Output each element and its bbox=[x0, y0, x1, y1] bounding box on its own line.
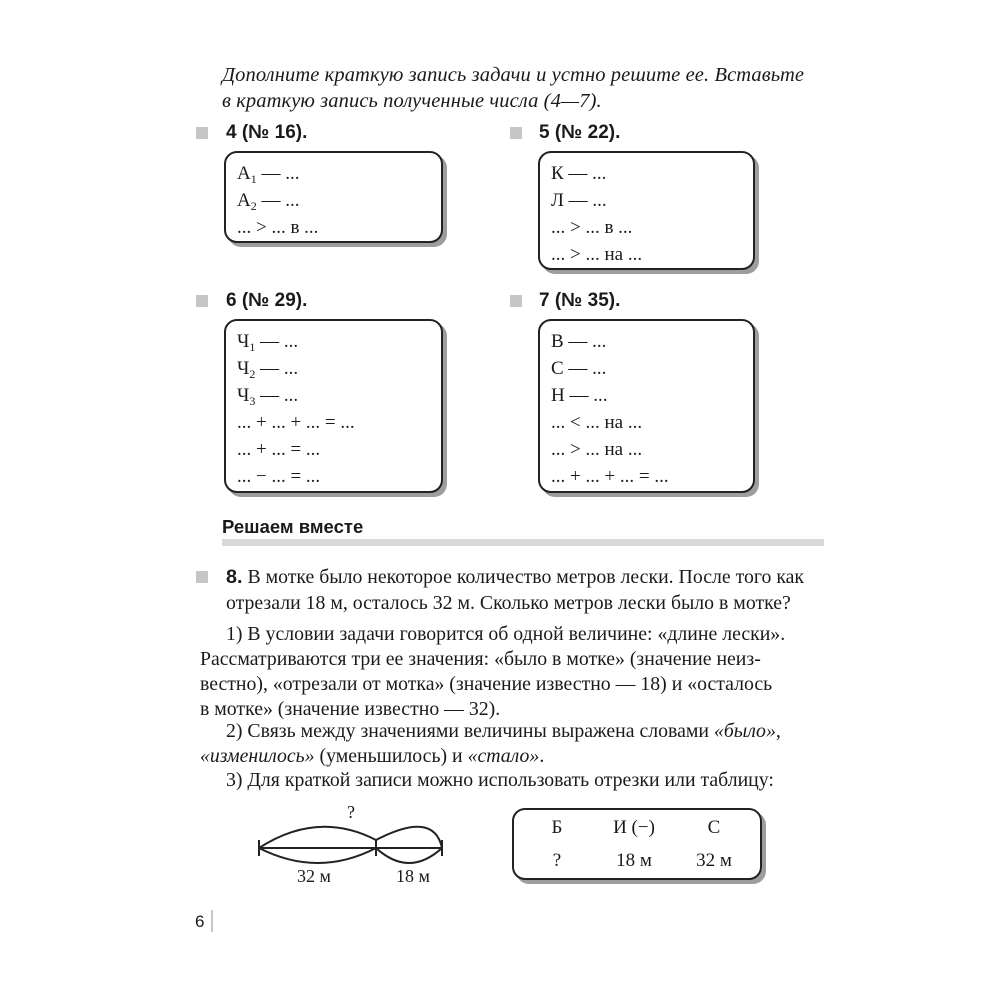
record-line: В — ... bbox=[551, 331, 607, 352]
paragraph-2-line-2: «изменилось» (уменьшилось) и «стало». bbox=[200, 745, 545, 767]
task-8-number: 8. bbox=[226, 566, 243, 588]
record-line: $А_2$ — ... bbox=[237, 190, 300, 213]
exercise-marker bbox=[196, 295, 208, 307]
total-arc bbox=[259, 827, 442, 848]
record-line: ... − ... = ... bbox=[237, 466, 321, 487]
record-table bbox=[512, 808, 762, 880]
exercise-4-title: 4 (№ 16). bbox=[226, 122, 308, 143]
left-brace bbox=[259, 848, 376, 863]
table-cell: 32 м bbox=[696, 850, 732, 871]
record-line: ... + ... = ... bbox=[237, 439, 321, 460]
table-cell: 18 м bbox=[616, 850, 652, 871]
exercise-marker bbox=[510, 295, 522, 307]
record-line: $А_1$ — ... bbox=[237, 163, 300, 186]
page-number: 6 bbox=[195, 912, 205, 931]
total-label: ? bbox=[347, 802, 355, 822]
section-title: Решаем вместе bbox=[222, 516, 364, 537]
record-line: С — ... bbox=[551, 358, 607, 379]
exercise-7-title: 7 (№ 35). bbox=[539, 290, 621, 311]
exercise-marker bbox=[196, 127, 208, 139]
record-line: Л — ... bbox=[551, 190, 607, 211]
task-8-line-1: 8. В мотке было некоторое количество метров лески. После того как bbox=[226, 566, 805, 588]
record-line: $Ч_2$ — ... bbox=[237, 358, 299, 381]
table-header: С bbox=[707, 817, 721, 838]
record-line: ... > ... в ... bbox=[551, 217, 633, 238]
section-divider bbox=[222, 539, 824, 546]
record-line: $Ч_1$ — ... bbox=[237, 331, 299, 354]
task-8-line-2: отрезали 18 м, осталось 32 м. Сколько метров лески было в мотке? bbox=[226, 592, 791, 614]
exercise-7-box bbox=[538, 319, 755, 493]
paragraph-1-line-1: 1) В условии задачи говорится об одной величине: «длине лески». bbox=[226, 623, 786, 645]
right-segment-label: 18 м bbox=[396, 866, 430, 886]
exercise-marker bbox=[196, 571, 208, 583]
record-line: ... > ... на ... bbox=[551, 439, 643, 460]
exercise-marker bbox=[510, 127, 522, 139]
instruction-line-1: Дополните краткую запись задачи и устно решите ее. Вставьте bbox=[222, 64, 805, 86]
left-segment-label: 32 м bbox=[297, 866, 331, 886]
record-line: ... > ... в ... bbox=[237, 217, 319, 238]
record-line: ... > ... на ... bbox=[551, 244, 643, 265]
exercise-6-title: 6 (№ 29). bbox=[226, 290, 308, 311]
page-number-bar bbox=[211, 910, 213, 932]
exercise-6-box bbox=[224, 319, 443, 493]
record-line: Н — ... bbox=[551, 385, 608, 406]
paragraph-2-line-1: 2) Связь между значениями величины выражена словами «было», bbox=[226, 720, 781, 742]
exercise-5-box bbox=[538, 151, 755, 270]
paragraph-1-line-2: Рассматриваются три ее значения: «было в мотке» (значение неиз- bbox=[200, 648, 761, 670]
record-line: ... + ... + ... = ... bbox=[551, 466, 669, 487]
instruction-text bbox=[222, 62, 842, 114]
paragraph-1-line-4: в мотке» (значение известно — 32). bbox=[200, 698, 501, 720]
paragraph-1-line-3: вестно), «отрезали от мотка» (значение известно — 18) и «осталось bbox=[200, 673, 773, 695]
table-cell: ? bbox=[552, 850, 562, 871]
exercise-5-title: 5 (№ 22). bbox=[539, 122, 621, 143]
instruction-line-2: в краткую запись полученные числа (4—7). bbox=[222, 90, 602, 112]
exercise-4-box bbox=[224, 151, 443, 243]
table-header: Б bbox=[551, 817, 563, 838]
record-line: К — ... bbox=[551, 163, 607, 184]
record-line: ... + ... + ... = ... bbox=[237, 412, 355, 433]
right-brace bbox=[376, 848, 442, 863]
table-header: И (−) bbox=[613, 817, 655, 838]
record-line: $Ч_3$ — ... bbox=[237, 385, 299, 408]
record-line: ... < ... на ... bbox=[551, 412, 643, 433]
paragraph-3: 3) Для краткой записи можно использовать отрезки или таблицу: bbox=[226, 769, 774, 791]
